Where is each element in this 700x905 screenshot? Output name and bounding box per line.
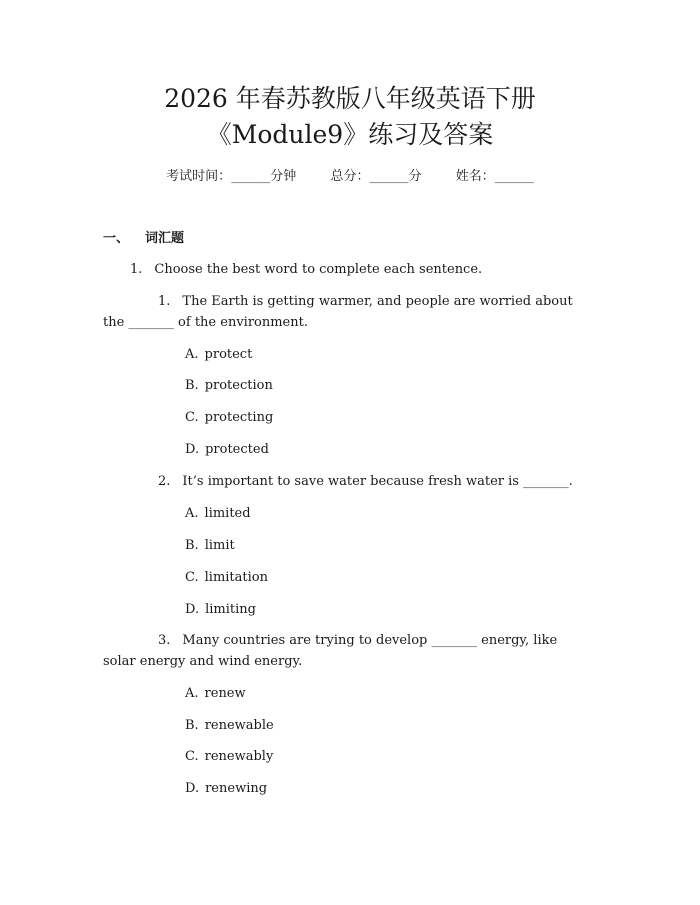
option-2-b: [185, 537, 235, 555]
instruction-text: Choose the best word to complete each sentence.: [154, 262, 483, 277]
option-3-a: [185, 685, 246, 703]
instruction: [130, 261, 482, 279]
time-unit: 分钟: [270, 169, 297, 184]
option-letter: B.: [185, 718, 199, 733]
option-1-a: [185, 346, 252, 364]
option-1-c: [185, 409, 273, 427]
question-number: 3.: [158, 633, 171, 648]
option-2-a: [185, 505, 251, 523]
option-letter: C.: [185, 410, 199, 425]
option-text: protecting: [204, 410, 274, 425]
option-letter: B.: [185, 538, 199, 553]
score-blank: ______: [369, 169, 409, 184]
section-title: 词汇题: [145, 231, 185, 246]
option-3-b: [185, 717, 274, 735]
question-3-line-1: [158, 632, 557, 650]
time-blank: ______: [231, 169, 271, 184]
question-3-line-2: solar energy and wind energy.: [103, 654, 303, 669]
option-letter: B.: [185, 378, 199, 393]
question-2-line-1: [158, 473, 573, 491]
option-text: renewably: [204, 749, 274, 764]
option-text: renew: [204, 686, 246, 701]
option-text: protect: [204, 347, 253, 362]
option-2-d: [185, 601, 256, 619]
option-text: limit: [204, 538, 235, 553]
option-3-c: [185, 748, 273, 766]
score-unit: 分: [408, 169, 422, 184]
page-title-line-2: 《Module9》练习及答案: [206, 120, 494, 149]
option-letter: A.: [185, 686, 199, 701]
option-letter: D.: [185, 602, 200, 617]
name-label: 姓名：: [455, 169, 495, 184]
option-text: limiting: [205, 602, 256, 617]
page-title-line-1: 2026 年春苏教版八年级英语下册: [164, 84, 536, 113]
exam-info: [0, 168, 700, 186]
question-text: It’s important to save water because fresh water is _______.: [182, 474, 573, 489]
option-2-c: [185, 569, 268, 587]
option-1-b: [185, 377, 273, 395]
section-number: 一、: [103, 231, 130, 246]
option-letter: D.: [185, 442, 200, 457]
question-1-line-2: the _______ of the environment.: [103, 315, 308, 330]
option-text: protection: [204, 378, 273, 393]
option-letter: A.: [185, 506, 199, 521]
option-text: renewing: [205, 781, 268, 796]
question-text: The Earth is getting warmer, and people are worried about: [182, 294, 573, 309]
option-text: protected: [205, 442, 269, 457]
option-letter: C.: [185, 749, 199, 764]
question-number: 2.: [158, 474, 171, 489]
instruction-number: 1.: [130, 262, 143, 277]
option-letter: C.: [185, 570, 199, 585]
question-1-line-1: [158, 293, 573, 311]
option-text: renewable: [204, 718, 274, 733]
section-heading: [103, 230, 184, 248]
option-3-d: [185, 780, 267, 798]
question-number: 1.: [158, 294, 171, 309]
option-letter: A.: [185, 347, 199, 362]
time-label: 考试时间：: [166, 169, 232, 184]
question-text: Many countries are trying to develop _______ energy, like: [182, 633, 558, 648]
score-label: 总分：: [330, 169, 370, 184]
option-text: limited: [204, 506, 251, 521]
option-1-d: [185, 441, 269, 459]
option-text: limitation: [204, 570, 268, 585]
name-blank: ______: [494, 169, 534, 184]
option-letter: D.: [185, 781, 200, 796]
